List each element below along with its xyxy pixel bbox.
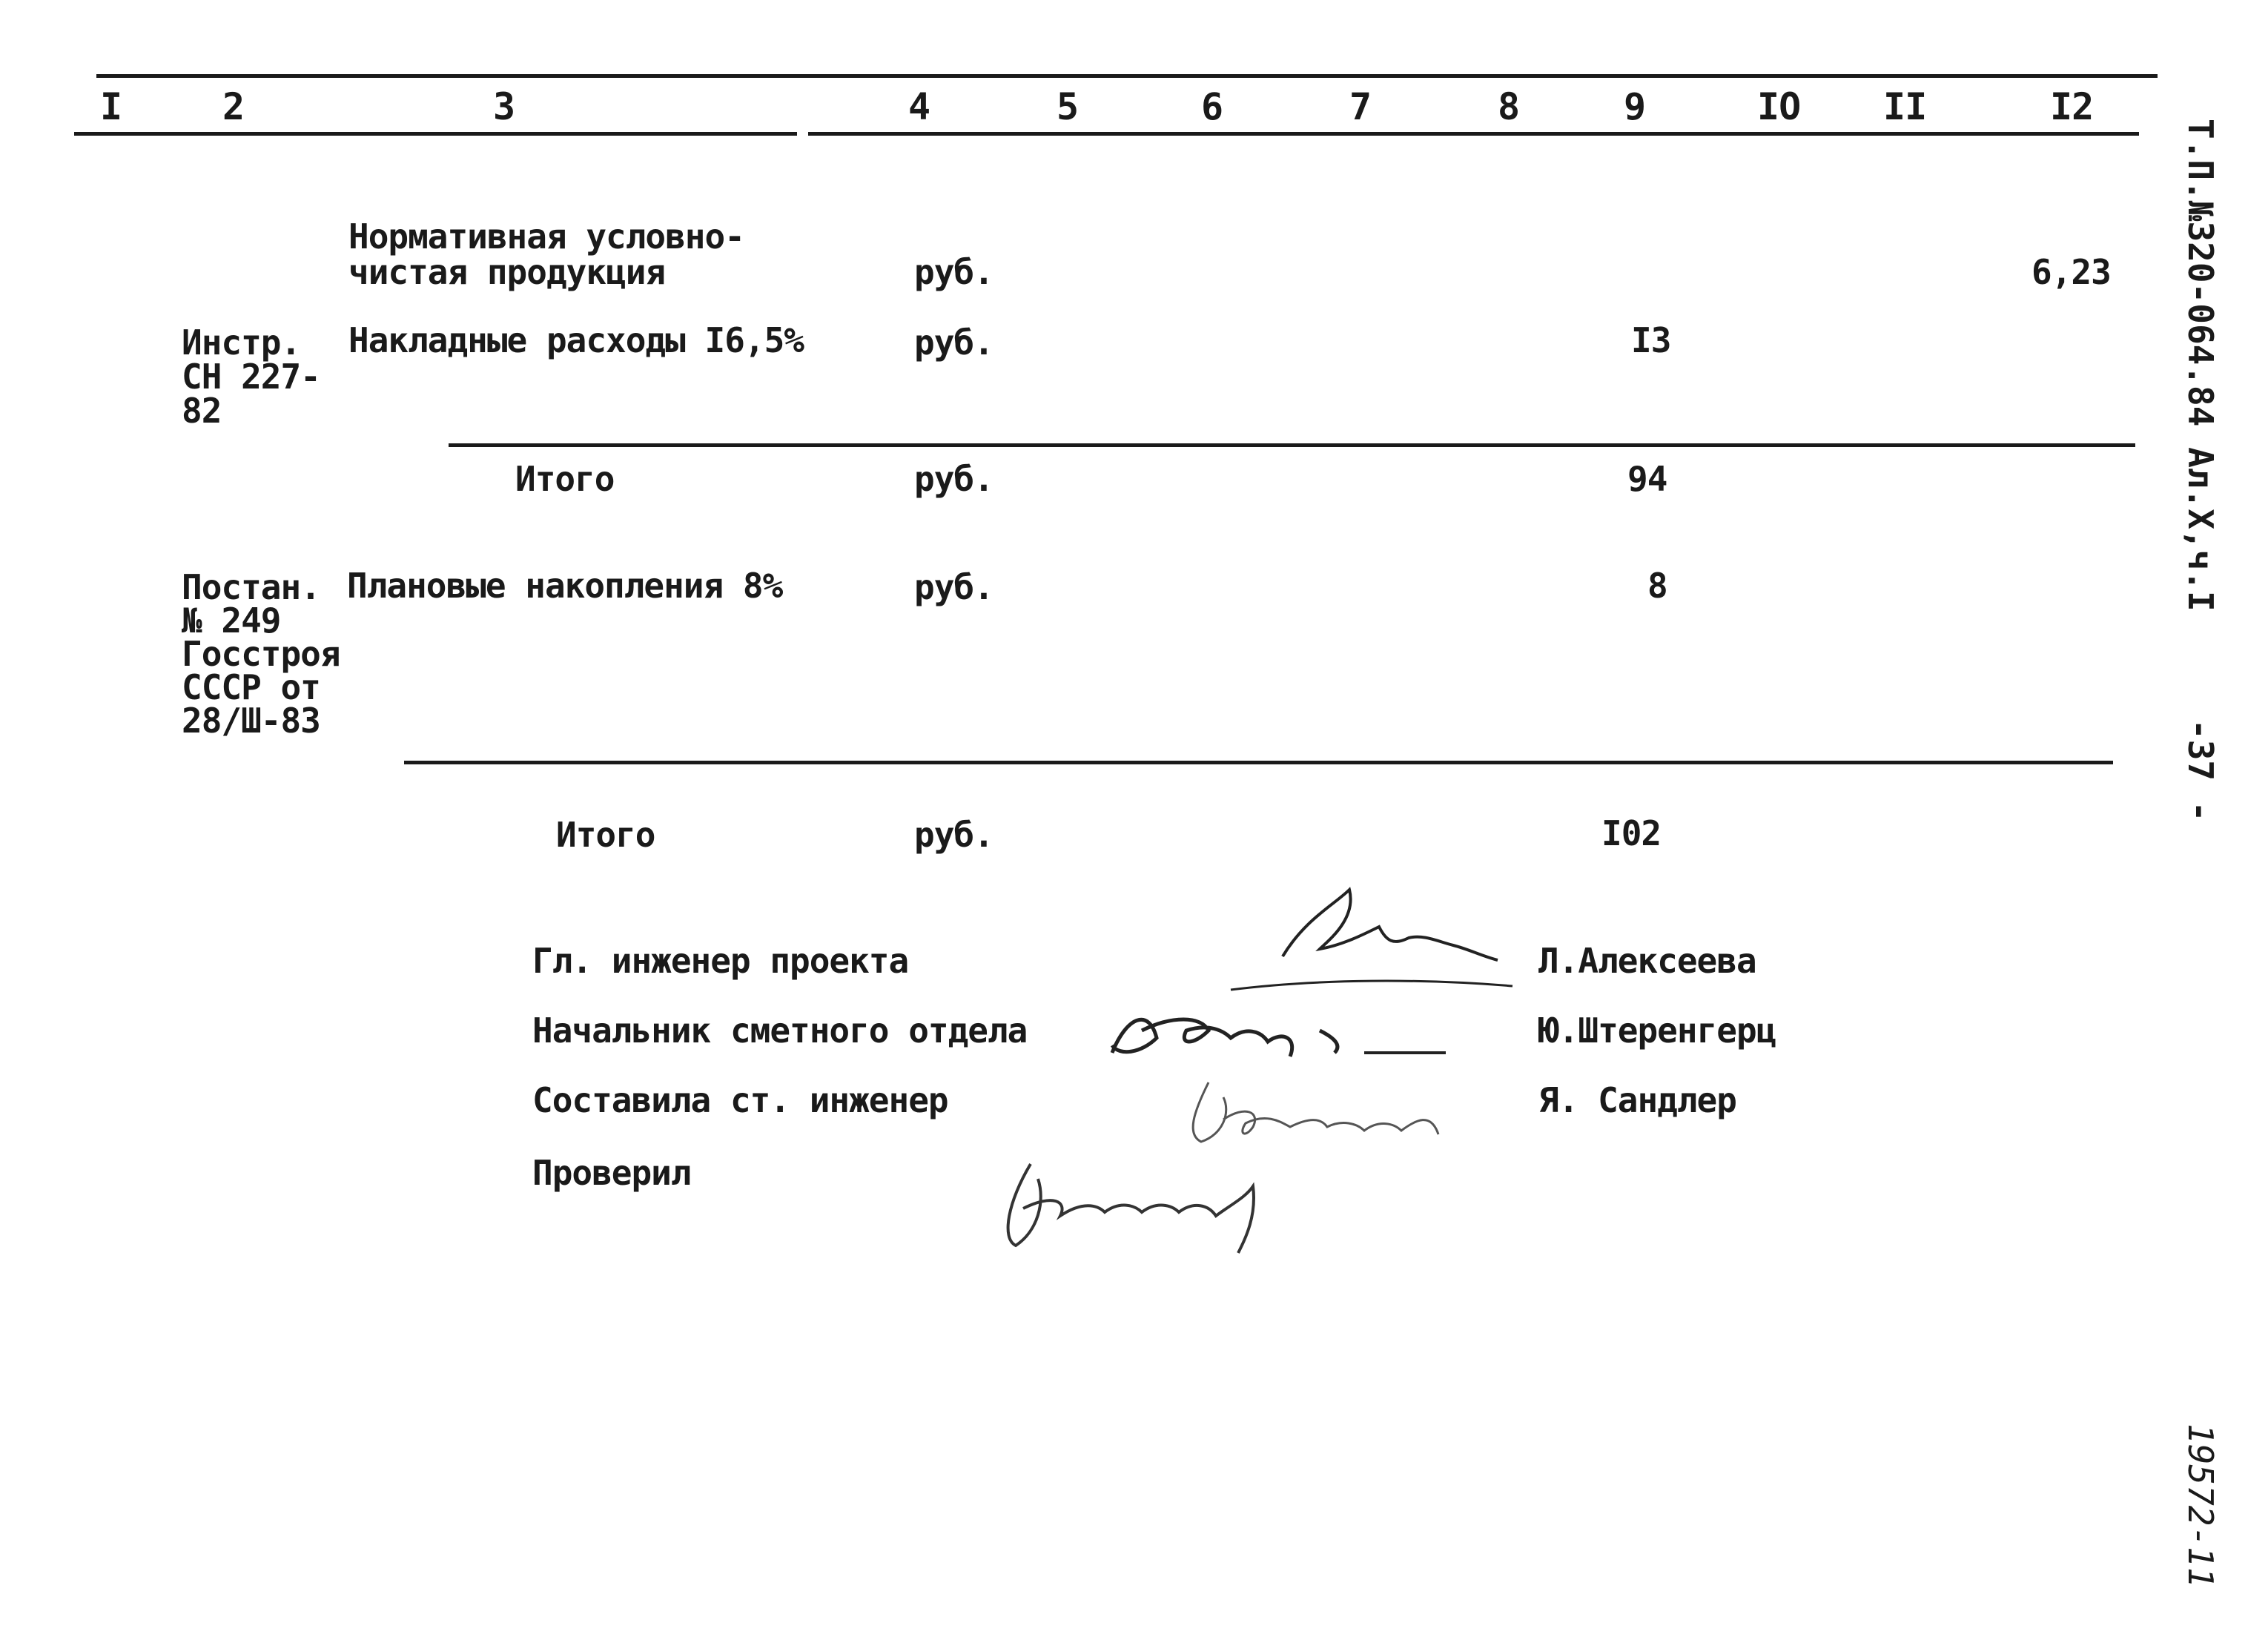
row2-basis-line2: СН 227-: [182, 357, 320, 397]
col-header-4: 4: [908, 85, 930, 128]
row2-unit: руб.: [914, 323, 994, 363]
row3-col9: 94: [1627, 459, 1667, 499]
col-header-11: II: [1883, 85, 1927, 128]
row4-basis-line1: Постан.: [182, 567, 320, 607]
subtotal-rule-1: [449, 443, 2135, 447]
signature-chief-engineer: [1275, 875, 1512, 993]
estimate-head-name: Ю.Штеренгерц: [1538, 1011, 1776, 1051]
row4-col9: 8: [1647, 566, 1667, 606]
row4-desc: Плановые накопления 8%: [347, 566, 783, 606]
col-header-10: IO: [1757, 85, 1801, 128]
row1-desc-line2: чистая продукция: [348, 252, 666, 292]
col-header-1: I: [100, 85, 122, 128]
row3-unit: руб.: [914, 459, 994, 499]
col-header-8: 8: [1498, 85, 1520, 128]
signature-estimate-head: [1097, 986, 1453, 1075]
col-header-2: 2: [222, 85, 245, 128]
header-underline-right: [808, 132, 2139, 136]
inventory-number-vertical: 19572-11: [2181, 1423, 2221, 1588]
col-header-6: 6: [1201, 85, 1223, 128]
col-header-3: 3: [493, 85, 515, 128]
header-underline-left: [74, 132, 797, 136]
col-header-9: 9: [1624, 85, 1646, 128]
row4-unit: руб.: [914, 567, 994, 607]
row3-desc: Итого: [515, 459, 615, 499]
row2-col9: I3: [1631, 320, 1671, 360]
col-header-5: 5: [1057, 85, 1079, 128]
row5-unit: руб.: [914, 815, 994, 855]
checked-title: Проверил: [532, 1153, 691, 1193]
compiled-title: Составила ст. инженер: [532, 1080, 948, 1120]
doc-code-vertical: Т.П.№320-064.84 Ал.Х,ч.I: [2181, 119, 2221, 612]
col-header-7: 7: [1349, 85, 1372, 128]
estimate-head-title: Начальник сметного отдела: [532, 1011, 1028, 1051]
row4-basis-line5: 28/Ш-83: [182, 701, 320, 741]
subtotal-rule-2: [404, 761, 2113, 764]
top-rule: [96, 74, 2158, 78]
col-header-12: I2: [2050, 85, 2094, 128]
row1-desc-line1: Нормативная условно-: [348, 216, 744, 257]
row2-desc: Накладные расходы I6,5%: [348, 320, 804, 360]
row5-col9: I02: [1601, 813, 1662, 853]
row1-col12: 6,23: [2031, 252, 2111, 292]
row4-basis-line3: Госстроя: [182, 634, 340, 674]
row1-unit: руб.: [914, 252, 994, 292]
page-number-vertical: -37 -: [2181, 719, 2221, 822]
row2-basis-line1: Инстр.: [182, 323, 301, 363]
row4-basis-line2: № 249: [182, 601, 281, 641]
compiled-name: Я. Сандлер: [1538, 1080, 1736, 1120]
chief-engineer-title: Гл. инженер проекта: [532, 941, 909, 981]
row5-desc: Итого: [556, 815, 655, 855]
row4-basis-line4: СССР от: [182, 667, 320, 707]
signature-checker: [986, 1142, 1297, 1260]
row2-basis-line3: 82: [182, 391, 222, 431]
chief-engineer-name: Л.Алексеева: [1538, 941, 1756, 981]
